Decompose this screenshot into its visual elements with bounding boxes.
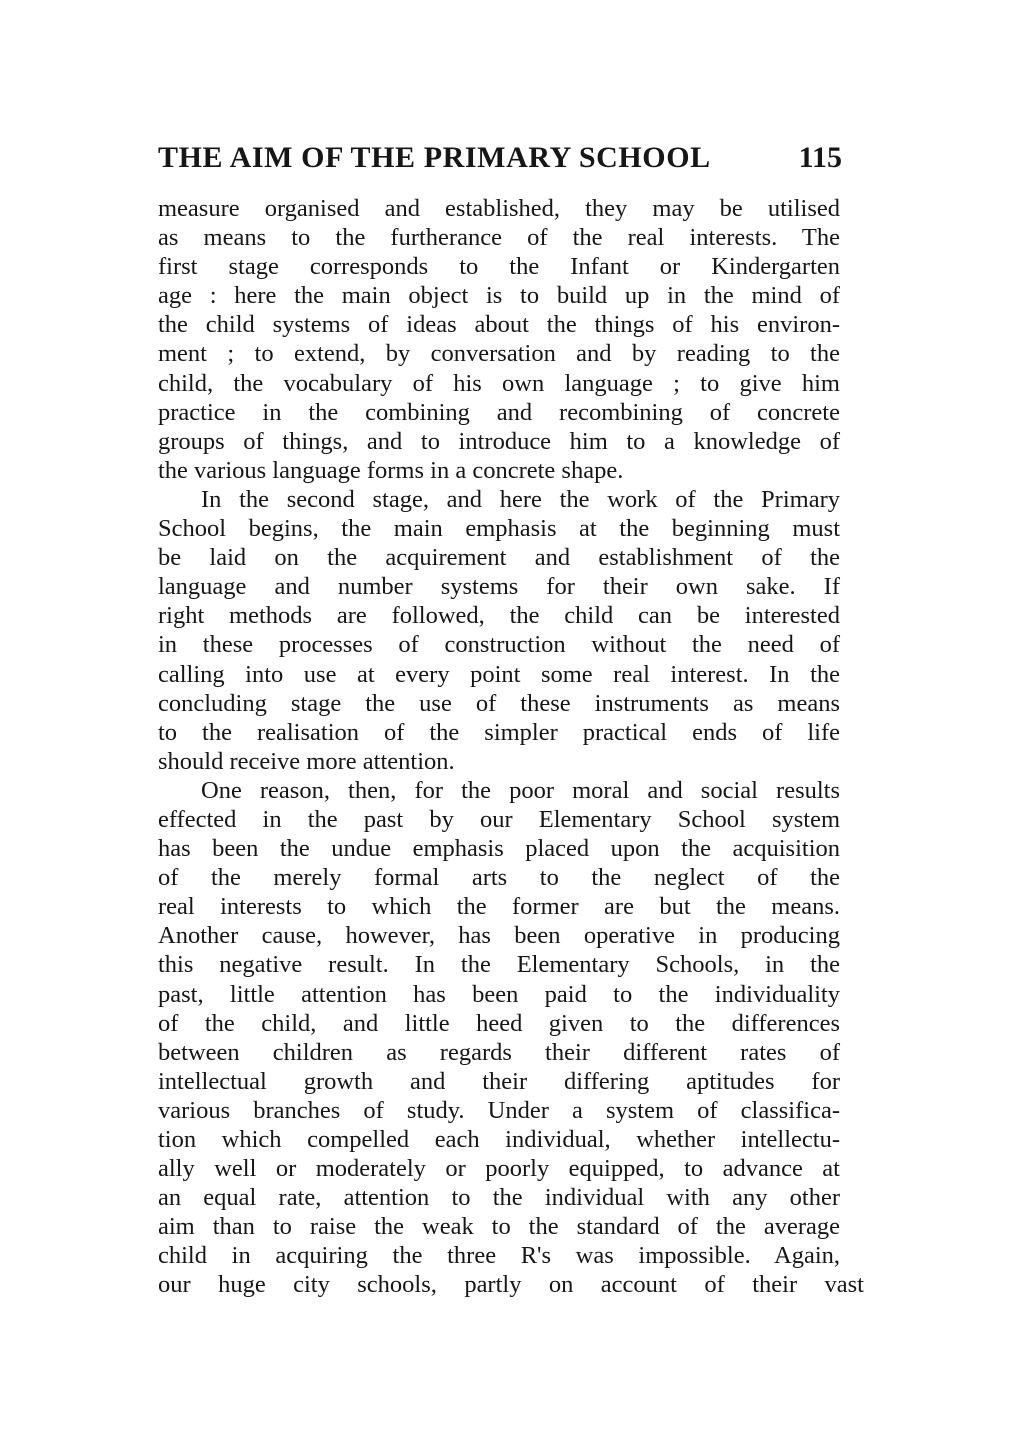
text-line: groups of things, and to introduce him to a knowledge of xyxy=(158,427,840,455)
running-head xyxy=(158,138,848,178)
text-line: calling into use at every point some real interest. In the xyxy=(158,660,840,688)
paragraph-1 xyxy=(158,194,840,485)
paragraph-2 xyxy=(158,485,840,776)
text-line: child in acquiring the three R's was impossible. Again, xyxy=(158,1242,840,1270)
text-line: tion which compelled each individual, whether intellectu- xyxy=(158,1126,840,1153)
text-line: aim than to raise the weak to the standard of the average xyxy=(158,1213,840,1241)
text-line: measure organised and established, they may be utilised xyxy=(158,195,840,222)
text-line: has been the undue emphasis placed upon the acquisition xyxy=(158,835,840,863)
text-line: our huge city schools, partly on account of their vast xyxy=(158,1271,864,1299)
text-line: intellectual growth and their differing aptitudes for xyxy=(158,1067,840,1095)
text-line: to the realisation of the simpler practical ends of life xyxy=(158,718,840,746)
text-line: practice in the combining and recombining of concrete xyxy=(158,398,840,426)
text-line: of the child, and little heed given to the differences xyxy=(158,1009,840,1037)
text-line: School begins, the main emphasis at the beginning must xyxy=(158,515,840,543)
text-line: be laid on the acquirement and establishment of the xyxy=(158,544,840,572)
text-line: in these processes of construction without the need of xyxy=(158,631,840,659)
text-line: Another cause, however, has been operative in producing xyxy=(158,922,840,950)
text-line: various branches of study. Under a system of classifica- xyxy=(158,1096,840,1124)
text-line: first stage corresponds to the Infant or Kindergarten xyxy=(158,253,840,281)
running-title: THE AIM OF THE PRIMARY SCHOOL xyxy=(158,141,711,174)
text-line: ally well or moderately or poorly equipped, to advance at xyxy=(158,1155,840,1183)
text-line: One reason, then, for the poor moral and social results xyxy=(201,776,840,804)
text-line: this negative result. In the Elementary Schools, in the xyxy=(158,951,840,979)
text-line: the various language forms in a concrete shape. xyxy=(158,456,624,484)
text-line: effected in the past by our Elementary School system xyxy=(158,805,840,833)
text-line: real interests to which the former are but the means. xyxy=(158,893,840,921)
body-text xyxy=(158,194,864,1300)
text-line: the child systems of ideas about the things of his environ- xyxy=(158,311,840,339)
text-line: right methods are followed, the child can be interested xyxy=(158,602,840,630)
text-line: as means to the furtherance of the real interests. The xyxy=(158,224,840,252)
text-line: concluding stage the use of these instruments as means xyxy=(158,689,840,717)
text-line: an equal rate, attention to the individual with any other xyxy=(158,1184,840,1212)
text-line: between children as regards their different rates of xyxy=(158,1038,840,1066)
text-line: of the merely formal arts to the neglect of the xyxy=(158,864,840,892)
page-number: 115 xyxy=(798,141,842,174)
text-line: language and number systems for their own sake. If xyxy=(158,573,840,601)
text-line: age : here the main object is to build up in the mind of xyxy=(158,282,840,310)
text-line: child, the vocabulary of his own language ; to give him xyxy=(158,369,840,397)
text-line: ment ; to extend, by conversation and by reading to the xyxy=(158,340,840,368)
text-line: past, little attention has been paid to the individuality xyxy=(158,980,840,1008)
paragraph-3 xyxy=(158,776,864,1300)
text-line: In the second stage, and here the work of the Primary xyxy=(201,485,840,513)
text-line: should receive more attention. xyxy=(158,747,455,775)
